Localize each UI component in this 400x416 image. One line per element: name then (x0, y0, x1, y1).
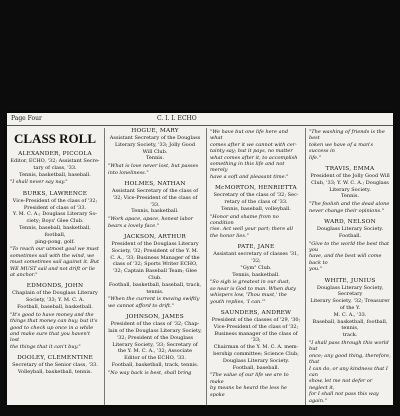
entry-detail: bership committee; Science Club; (213, 351, 299, 358)
student-name: HOGUE, MARY (131, 128, 179, 134)
roll-entry (108, 181, 202, 229)
quote-line: bears a lovely face." (108, 222, 160, 229)
student-name: WARD, NELSON (324, 219, 376, 226)
entry-detail: class of '32; Sports Writer ECHO, (112, 261, 198, 268)
entry-detail: Editor of the ECHO, '33. (124, 355, 186, 362)
quote-line: "To reach our utmost goal we must (10, 246, 99, 253)
quote-line: once; any good thing, therefore, that (309, 352, 391, 366)
quote-line: the things that it can't buy." (10, 343, 81, 350)
quote-line: life." (309, 154, 321, 161)
entry-detail: track. (342, 332, 358, 339)
student-name: HOLMES, NATHAN (124, 181, 186, 187)
quote-line: and make sure that you haven't lost (10, 331, 91, 344)
quote-line: "What is love never lost, but passes (108, 163, 199, 170)
roll-entry (108, 234, 202, 309)
entry-quote (108, 296, 202, 309)
student-name: ALEXANDER, PICCOLA (18, 151, 92, 157)
entry-detail: Football. (338, 232, 362, 239)
column-rule (305, 128, 306, 405)
quote-line: by means he heard the less he spoke (210, 385, 288, 398)
entry-detail: Chaplain of the Douglass Literary (12, 290, 98, 297)
entry-detail: Will Club. (142, 148, 168, 155)
entry-detail: Tennis. (145, 155, 165, 162)
student-name: McMORTON, HENRIETTA (215, 185, 297, 192)
entry-detail: Assistant Secretary of the Douglass (109, 135, 201, 141)
quote-line: never change their opinions." (309, 207, 384, 214)
entry-detail: President of the Jolly Good Will (310, 173, 390, 180)
quote-line: "The foolish and the dead alone (309, 201, 390, 208)
entry-detail: ping-pong, golf. (35, 238, 75, 245)
entry-quote (108, 370, 202, 376)
roll-entry (210, 310, 302, 398)
entry-detail: Tennis, baseball, basketball, football, (19, 224, 91, 238)
entry-detail: Society, '33; Y. M. C. A. (25, 297, 85, 304)
quote-line: "When the current is moving swiftly (108, 296, 200, 303)
entry-detail: Y. M. C. A.; Douglass Literary So- (12, 211, 98, 218)
entry-quote (210, 129, 302, 180)
quote-line: must sometimes sail against it. But (10, 259, 100, 266)
entry-detail: '32; President of the Douglass (116, 334, 194, 341)
entry-detail: Tennis. (340, 193, 360, 200)
entry-detail: Literary Society, '32; Treasurer of the Y. (310, 298, 390, 312)
roll-entry (10, 191, 100, 279)
quote-line: good to check up once in a while (10, 324, 94, 331)
column-4 (309, 128, 391, 416)
student-name: EDMONDS, JOHN (26, 283, 84, 290)
entry-quote (309, 201, 391, 214)
student-name: TRAVIS, EMMA (325, 166, 375, 173)
roll-entry (309, 219, 391, 273)
newspaper-page (7, 113, 393, 416)
roll-entry (309, 129, 391, 161)
quote-line: "It's good to have money and the (10, 311, 94, 318)
roll-entry (10, 355, 100, 376)
quote-line: "So sigh is greatest in our dust, (210, 279, 291, 286)
student-name: PATE, JANE (237, 244, 275, 251)
quote-line: we cannot afford to drift." (108, 302, 174, 309)
entry-detail: Club, '33; Y. W. C. A.; Douglass (311, 179, 389, 186)
student-name: BURKS, LAWRENCE (22, 190, 88, 197)
quote-line: things that money can buy, but it's (10, 318, 98, 325)
entry-detail: Douglass Literary Society. (222, 357, 290, 364)
quote-line: "I shall never say nay." (10, 179, 68, 186)
entry-detail: President of the class of '32; Chap- (110, 321, 200, 328)
quote-line: show, let me not defer or neglect it, (309, 378, 373, 391)
entry-detail: Football, basketball, track, tennis. (111, 361, 199, 368)
page-header (7, 113, 393, 126)
quote-line: at anchor." (10, 272, 38, 278)
quote-line: into loneliness." (108, 169, 149, 176)
quote-line: token we have of a man's success in (309, 141, 374, 155)
entry-detail: Football, baseball. (232, 364, 280, 371)
entry-detail: Secretary of the Senior class, '33. (12, 362, 98, 369)
quote-line: tainty say; but it pays, no matter (210, 148, 293, 155)
entry-quote (309, 340, 391, 404)
entry-detail: Secretary of the class of '32; Sec- (213, 192, 299, 199)
roll-entry (210, 185, 302, 239)
quote-line: youth replies, 'I can.'" (210, 298, 266, 305)
quote-line: WE MUST sail and not drift or lie (10, 265, 96, 272)
roll-entry (210, 129, 302, 180)
entry-detail: President of class of '33. (23, 204, 87, 211)
column-rule (104, 128, 105, 405)
student-name: DOOLEY, CLEMENTINE (17, 355, 93, 362)
entry-detail: Tennis, baseball, volleyball. (221, 205, 291, 212)
entry-detail: "Gym" Club. (240, 264, 272, 271)
quote-line: comes after it we cannot with cer- (210, 141, 297, 148)
entry-detail: Tennis, basketball. (131, 208, 179, 215)
quote-line: "I shall pass through this world but (309, 340, 389, 353)
quote-line: something in this life and not merely (210, 161, 285, 174)
entry-detail: Football, baseball, basketball. (17, 304, 93, 310)
entry-quote (309, 129, 391, 161)
entry-quote (108, 163, 202, 176)
roll-entry (108, 128, 202, 176)
entry-detail: Tennis, basketball, baseball. (19, 171, 91, 178)
page-number: Page Four (11, 115, 42, 122)
entry-quote (10, 246, 100, 278)
entry-detail: Douglass Literary Society. (316, 226, 384, 233)
entry-quote (10, 179, 100, 185)
entry-detail: Editor, ECHO, '32; Assistant Secre- (10, 158, 100, 164)
entry-detail: retary of the class of '33. (224, 199, 288, 206)
roll-entry (210, 244, 302, 305)
entry-detail: Assistant Secretary of the class of (111, 188, 199, 194)
entry-detail: Vice-President of the class of '32; (12, 197, 98, 204)
entry-detail: the Y. M. C. A., '32; Associate (117, 348, 193, 355)
entry-quote (309, 241, 391, 273)
entry-detail: ciety; Boys' Glee Club. (26, 218, 84, 225)
student-name: JACKSON, ARTHUR (123, 234, 186, 240)
column-2 (108, 128, 202, 405)
entry-detail: '33. (150, 201, 160, 208)
roll-entry (309, 166, 391, 214)
entry-detail: President of the classes of '29, '30; (211, 317, 301, 324)
entry-detail: Vice-President of the class of '32; (213, 323, 299, 330)
entry-detail: '32; Vice-President of the class of (112, 194, 198, 201)
quote-line: so near is God to man. When duty (210, 285, 296, 292)
entry-detail: Literary Society, '33; Jolly Good (114, 141, 196, 148)
entry-detail: Baseball, basketball, football, tennis, (312, 318, 388, 332)
student-name: WHITE, JUNIUS (324, 277, 376, 284)
quote-line: whispers low, 'Thou must,' the (210, 292, 287, 299)
student-name: JOHNSON, JAMES (126, 314, 184, 321)
entry-detail: M. C. A., '33. (333, 311, 367, 318)
entry-quote (210, 214, 302, 240)
quote-line: for I shall not pass this way again." (309, 391, 379, 404)
entry-detail: Douglass Literary Society, Secretary (316, 284, 384, 298)
quote-line: sometimes sail with the wind, we (10, 252, 95, 259)
quote-line: the honor lies." (210, 232, 249, 239)
quote-line: "The washing of friends is the best (309, 129, 385, 142)
entry-detail: Volleyball, basketball, tennis. (17, 369, 93, 376)
entry-detail: tary of class, '33. (33, 164, 77, 171)
quote-line: what comes after it, to accomplish (210, 154, 298, 161)
entry-detail: Football, basketball, baseball, track, (108, 281, 202, 288)
entry-detail: tennis. (146, 288, 164, 295)
quote-line: "Work apace, apace, honest labor (108, 216, 194, 223)
class-roll-title: CLASS ROLL (14, 131, 96, 146)
roll-entry (108, 314, 202, 376)
entry-detail: C. A., '33; Business Manager of the (110, 254, 200, 261)
entry-detail: Assistant secretary of classes '31, '32; (213, 251, 299, 265)
entry-detail: President of the Douglass Literary (111, 241, 199, 247)
quote-line: I can do, or any kindness that I can (309, 365, 388, 379)
entry-quote (10, 312, 100, 350)
quote-line: "We have but one life here and what (210, 129, 289, 142)
entry-detail: Business manager of the class of '33; (214, 330, 298, 344)
entry-detail: Literary Society. (329, 186, 371, 193)
roll-entry (10, 283, 100, 350)
column-3 (210, 128, 302, 405)
entry-quote (210, 372, 302, 398)
entry-detail: '32; Captain Baseball Team; Glee (113, 268, 197, 275)
quote-line: you." (309, 266, 322, 273)
entry-quote (108, 216, 202, 229)
newspaper-name: C. I. I. ECHO (157, 115, 197, 122)
quote-line: rise. Act well your part; there all (210, 226, 293, 233)
quote-line: have a soft and pleasant time." (210, 173, 289, 180)
quote-line: "Honor and shame from no condition (210, 213, 279, 227)
roll-entry (309, 409, 391, 416)
quote-line: "Give to the world the best that you (309, 240, 390, 254)
quote-line: "The value of our life we are to make (210, 372, 289, 385)
entry-detail: Chairman of the Y. M. C. A. mem- (213, 344, 299, 351)
column-rule (206, 128, 207, 405)
quote-line: have, and the best will come back to (309, 253, 382, 266)
roll-entry (10, 151, 100, 186)
entry-detail: lain of the Douglass Literary Society, (108, 327, 202, 334)
column-1 (10, 128, 100, 405)
quote-line: "No way back is best, shall bring (108, 369, 192, 376)
entry-quote (210, 279, 302, 305)
entry-detail: We Have Been the Druggists for (309, 409, 391, 416)
entry-detail: Tennis, basketball. (232, 271, 280, 278)
entry-detail: Literary Society, '33; Secretary of (112, 341, 198, 348)
entry-detail: Society, '32; President of the Y. M. (111, 247, 199, 254)
student-name: SAUNDERS, ANDREW (220, 310, 292, 317)
roll-entry (309, 278, 391, 404)
entry-detail: Club. (148, 274, 162, 281)
